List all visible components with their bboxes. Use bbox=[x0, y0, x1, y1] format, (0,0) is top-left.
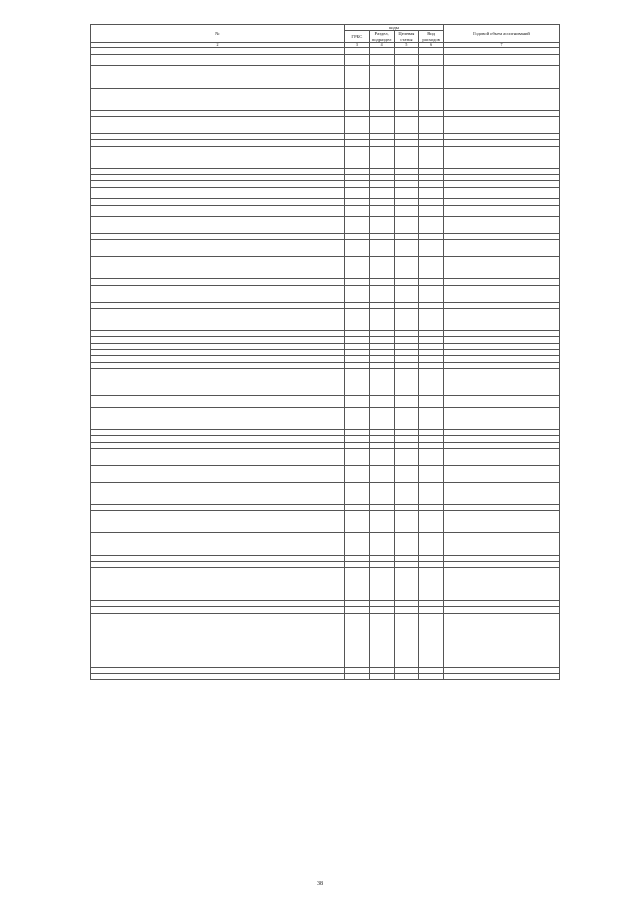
row-csr bbox=[394, 285, 419, 302]
header-csr: Целевая статья bbox=[394, 31, 419, 43]
row-grbs bbox=[345, 285, 370, 302]
row-csr bbox=[394, 396, 419, 408]
note-row bbox=[91, 673, 560, 679]
row-grbs bbox=[345, 368, 370, 396]
table-row bbox=[91, 465, 560, 482]
column-index-cell: 2 bbox=[91, 42, 345, 48]
row-rzpr bbox=[369, 240, 394, 257]
row-vr bbox=[419, 187, 444, 199]
row-csr bbox=[394, 482, 419, 504]
row-name bbox=[91, 673, 345, 679]
row-grbs bbox=[345, 257, 370, 279]
table-row bbox=[91, 368, 560, 396]
row-vr bbox=[419, 66, 444, 88]
row-csr bbox=[394, 407, 419, 429]
table-row bbox=[91, 146, 560, 168]
row-grbs bbox=[345, 54, 370, 66]
row-grbs bbox=[345, 66, 370, 88]
row-rzpr bbox=[369, 368, 394, 396]
row-vr bbox=[419, 88, 444, 110]
row-grbs bbox=[345, 308, 370, 330]
row-name bbox=[91, 448, 345, 465]
row-rzpr bbox=[369, 448, 394, 465]
header-codes: коды bbox=[345, 25, 444, 31]
row-name bbox=[91, 285, 345, 302]
row-csr bbox=[394, 673, 419, 679]
row-name bbox=[91, 465, 345, 482]
row-csr bbox=[394, 117, 419, 134]
row-csr bbox=[394, 240, 419, 257]
row-csr bbox=[394, 66, 419, 88]
row-vr bbox=[419, 146, 444, 168]
header-num: № bbox=[91, 25, 345, 43]
row-rzpr bbox=[369, 511, 394, 533]
row-sum bbox=[444, 396, 560, 408]
row-vr bbox=[419, 257, 444, 279]
row-sum bbox=[444, 511, 560, 533]
row-sum bbox=[444, 117, 560, 134]
row-grbs bbox=[345, 613, 370, 667]
row-sum bbox=[444, 673, 560, 679]
row-csr bbox=[394, 368, 419, 396]
row-sum bbox=[444, 465, 560, 482]
row-vr bbox=[419, 240, 444, 257]
row-grbs bbox=[345, 568, 370, 601]
row-csr bbox=[394, 146, 419, 168]
row-vr bbox=[419, 117, 444, 134]
row-csr bbox=[394, 465, 419, 482]
table-row bbox=[91, 66, 560, 88]
row-rzpr bbox=[369, 88, 394, 110]
row-vr bbox=[419, 308, 444, 330]
table-row bbox=[91, 511, 560, 533]
row-vr bbox=[419, 511, 444, 533]
row-name bbox=[91, 66, 345, 88]
row-name bbox=[91, 368, 345, 396]
row-sum bbox=[444, 66, 560, 88]
row-vr bbox=[419, 396, 444, 408]
row-sum bbox=[444, 308, 560, 330]
row-vr bbox=[419, 613, 444, 667]
budget-table bbox=[90, 24, 560, 680]
table-row bbox=[91, 448, 560, 465]
row-sum bbox=[444, 217, 560, 234]
row-csr bbox=[394, 308, 419, 330]
row-grbs bbox=[345, 407, 370, 429]
row-grbs bbox=[345, 396, 370, 408]
row-grbs bbox=[345, 465, 370, 482]
row-name bbox=[91, 568, 345, 601]
row-name bbox=[91, 257, 345, 279]
row-sum bbox=[444, 54, 560, 66]
row-csr bbox=[394, 533, 419, 555]
row-vr bbox=[419, 217, 444, 234]
row-name bbox=[91, 511, 345, 533]
table-row bbox=[91, 533, 560, 555]
row-sum bbox=[444, 240, 560, 257]
row-grbs bbox=[345, 240, 370, 257]
row-csr bbox=[394, 88, 419, 110]
table-row bbox=[91, 396, 560, 408]
row-sum bbox=[444, 407, 560, 429]
row-sum bbox=[444, 146, 560, 168]
row-sum bbox=[444, 187, 560, 199]
header-vr: Вид расходов bbox=[419, 31, 444, 43]
row-grbs bbox=[345, 88, 370, 110]
row-sum bbox=[444, 568, 560, 601]
row-name bbox=[91, 146, 345, 168]
row-rzpr bbox=[369, 117, 394, 134]
row-rzpr bbox=[369, 146, 394, 168]
table-row bbox=[91, 285, 560, 302]
row-csr bbox=[394, 205, 419, 217]
table-row bbox=[91, 407, 560, 429]
table-row bbox=[91, 482, 560, 504]
row-rzpr bbox=[369, 54, 394, 66]
row-rzpr bbox=[369, 673, 394, 679]
table-row bbox=[91, 54, 560, 66]
table-row bbox=[91, 187, 560, 199]
row-name bbox=[91, 482, 345, 504]
row-name bbox=[91, 533, 345, 555]
column-index-cell: 3 bbox=[345, 42, 370, 48]
row-name bbox=[91, 407, 345, 429]
row-name bbox=[91, 396, 345, 408]
column-index-cell: 5 bbox=[394, 42, 419, 48]
row-rzpr bbox=[369, 187, 394, 199]
row-csr bbox=[394, 54, 419, 66]
row-vr bbox=[419, 205, 444, 217]
row-csr bbox=[394, 613, 419, 667]
row-vr bbox=[419, 407, 444, 429]
row-rzpr bbox=[369, 533, 394, 555]
row-rzpr bbox=[369, 205, 394, 217]
row-sum bbox=[444, 533, 560, 555]
header-sum: Годовой объем ассигнований bbox=[444, 25, 560, 43]
table-row bbox=[91, 240, 560, 257]
row-rzpr bbox=[369, 407, 394, 429]
row-grbs bbox=[345, 217, 370, 234]
table-row bbox=[91, 217, 560, 234]
row-sum bbox=[444, 482, 560, 504]
row-name bbox=[91, 613, 345, 667]
row-vr bbox=[419, 448, 444, 465]
table-row bbox=[91, 613, 560, 667]
row-sum bbox=[444, 448, 560, 465]
table-row bbox=[91, 308, 560, 330]
row-rzpr bbox=[369, 308, 394, 330]
row-grbs bbox=[345, 146, 370, 168]
row-vr bbox=[419, 54, 444, 66]
row-vr bbox=[419, 285, 444, 302]
table-row bbox=[91, 257, 560, 279]
row-sum bbox=[444, 205, 560, 217]
row-rzpr bbox=[369, 465, 394, 482]
row-vr bbox=[419, 533, 444, 555]
column-index-cell: 6 bbox=[419, 42, 444, 48]
page-number: 38 bbox=[317, 881, 323, 887]
row-grbs bbox=[345, 205, 370, 217]
row-grbs bbox=[345, 448, 370, 465]
header-grbs: ГРБС bbox=[345, 31, 370, 43]
row-vr bbox=[419, 568, 444, 601]
row-grbs bbox=[345, 482, 370, 504]
row-rzpr bbox=[369, 482, 394, 504]
row-name bbox=[91, 88, 345, 110]
table-row bbox=[91, 568, 560, 601]
row-rzpr bbox=[369, 257, 394, 279]
row-rzpr bbox=[369, 568, 394, 601]
column-index-cell: 4 bbox=[369, 42, 394, 48]
row-name bbox=[91, 54, 345, 66]
row-name bbox=[91, 205, 345, 217]
table-row bbox=[91, 205, 560, 217]
row-csr bbox=[394, 568, 419, 601]
row-sum bbox=[444, 285, 560, 302]
row-grbs bbox=[345, 533, 370, 555]
row-csr bbox=[394, 448, 419, 465]
column-index-cell: 7 bbox=[444, 42, 560, 48]
table-row bbox=[91, 117, 560, 134]
row-name bbox=[91, 240, 345, 257]
row-grbs bbox=[345, 117, 370, 134]
header-rzpr: Раздел, подраздел bbox=[369, 31, 394, 43]
row-sum bbox=[444, 613, 560, 667]
row-rzpr bbox=[369, 613, 394, 667]
row-name bbox=[91, 187, 345, 199]
budget-page bbox=[90, 24, 560, 680]
row-csr bbox=[394, 511, 419, 533]
row-grbs bbox=[345, 511, 370, 533]
row-csr bbox=[394, 257, 419, 279]
row-rzpr bbox=[369, 217, 394, 234]
row-sum bbox=[444, 368, 560, 396]
row-csr bbox=[394, 217, 419, 234]
row-grbs bbox=[345, 673, 370, 679]
row-rzpr bbox=[369, 66, 394, 88]
row-name bbox=[91, 117, 345, 134]
row-csr bbox=[394, 187, 419, 199]
row-name bbox=[91, 308, 345, 330]
row-grbs bbox=[345, 187, 370, 199]
row-vr bbox=[419, 368, 444, 396]
row-vr bbox=[419, 673, 444, 679]
table-row bbox=[91, 88, 560, 110]
row-sum bbox=[444, 88, 560, 110]
row-sum bbox=[444, 257, 560, 279]
row-rzpr bbox=[369, 285, 394, 302]
row-rzpr bbox=[369, 396, 394, 408]
table-body bbox=[91, 48, 560, 680]
row-vr bbox=[419, 465, 444, 482]
row-vr bbox=[419, 482, 444, 504]
row-name bbox=[91, 217, 345, 234]
